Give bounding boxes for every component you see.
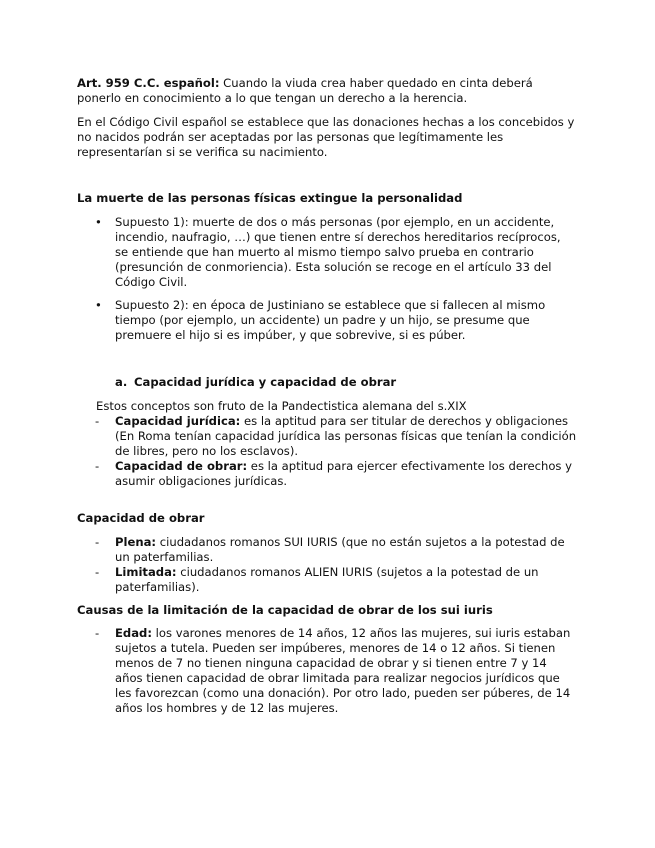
list-item-text: Supuesto 2): en época de Justiniano se establece que si fallecen al mismo tiempo (por ejemplo, un accidente) un padre y un hijo, se presume que premuere el hijo si es impúber, y que sobrevive, si es púber. (115, 298, 546, 342)
term-text: los varones menores de 14 años, 12 años las mujeres, sui iuris estaban sujetos a tutela. Pueden ser impúberes, menores de 14 o 12 años. Si tienen menos de 7 no tienen ninguna capacidad de obrar y si tienen entre 7 y 14 años tienen capacidad de obrar limitada para realizar negocios jurídicos que les favorezcan (como una donación). Por otro lado, pueden ser púberes, de 14 años los hombres y de 12 las mujeres. (115, 626, 571, 715)
document-page (77, 76, 577, 716)
bullet-marker: • (95, 298, 102, 312)
causas-heading: Causas de la limitación de la capacidad de obrar de los sui iuris (77, 603, 493, 617)
muerte-list (77, 215, 577, 343)
capacidad-definitions-list (77, 414, 577, 489)
list-item-supuesto-1 (77, 215, 577, 290)
dash-marker: - (95, 535, 100, 549)
capacidad-intro: Estos conceptos son fruto de la Pandectistica alemana del s.XIX (96, 399, 467, 413)
term-label: Capacidad de obrar: (115, 459, 248, 473)
term-label: Edad: (115, 626, 152, 640)
art-959-label: Art. 959 C.C. español: (77, 76, 220, 90)
dash-marker: - (95, 414, 100, 428)
art-959-paragraph (77, 76, 577, 106)
list-item-supuesto-2 (77, 298, 577, 343)
list-item-capacidad-obrar (77, 459, 577, 489)
art-959-text: Cuando la viuda crea haber quedado en cinta deberá ponerlo en conocimiento a lo que tengan un derecho a la herencia. (77, 76, 533, 105)
list-item-text: Supuesto 1): muerte de dos o más personas (por ejemplo, en un accidente, incendio, naufragio, …) que tienen entre sí derechos hereditarios recíprocos, se entiende que han muerto al mismo tiempo salvo prueba en contrario (presunción de conmoriencia). Esta solución se recoge en el artículo 33 del Código Civil. (115, 215, 561, 289)
list-item-limitada (77, 565, 577, 595)
term-label: Plena: (115, 535, 157, 549)
section-number: a. (115, 375, 128, 389)
muerte-heading: La muerte de las personas físicas extingue la personalidad (77, 191, 463, 205)
section-title: Capacidad jurídica y capacidad de obrar (134, 375, 397, 389)
term-text: ciudadanos romanos ALIEN IURIS (sujetos a la potestad de un paterfamilias). (115, 565, 539, 594)
list-item-capacidad-juridica (77, 414, 577, 459)
term-label: Capacidad jurídica: (115, 414, 241, 428)
term-text: es la aptitud para ejercer efectivamente los derechos y asumir obligaciones jurídicas. (115, 459, 572, 488)
dash-marker: - (95, 459, 100, 473)
bullet-marker: • (95, 215, 102, 229)
term-text: es la aptitud para ser titular de derechos y obligaciones (En Roma tenían capacidad jurídica las personas físicas que tenían la condición de libres, pero no los esclavos). (115, 414, 577, 458)
term-label: Limitada: (115, 565, 177, 579)
capacidad-section-heading (115, 375, 577, 390)
dash-marker: - (95, 565, 100, 579)
list-item-plena (77, 535, 577, 565)
dash-marker: - (95, 626, 100, 640)
capacidad-obrar-heading: Capacidad de obrar (77, 511, 205, 525)
codigo-civil-paragraph: En el Código Civil español se establece que las donaciones hechas a los concebidos y no nacidos podrán ser aceptadas por las personas que legítimamente les representarían si se verifica su nacimiento. (77, 115, 575, 159)
list-item-edad (77, 626, 577, 716)
causas-list (77, 626, 577, 716)
capacidad-obrar-list (77, 535, 577, 595)
term-text: ciudadanos romanos SUI IURIS (que no están sujetos a la potestad de un paterfamilias. (115, 535, 565, 564)
